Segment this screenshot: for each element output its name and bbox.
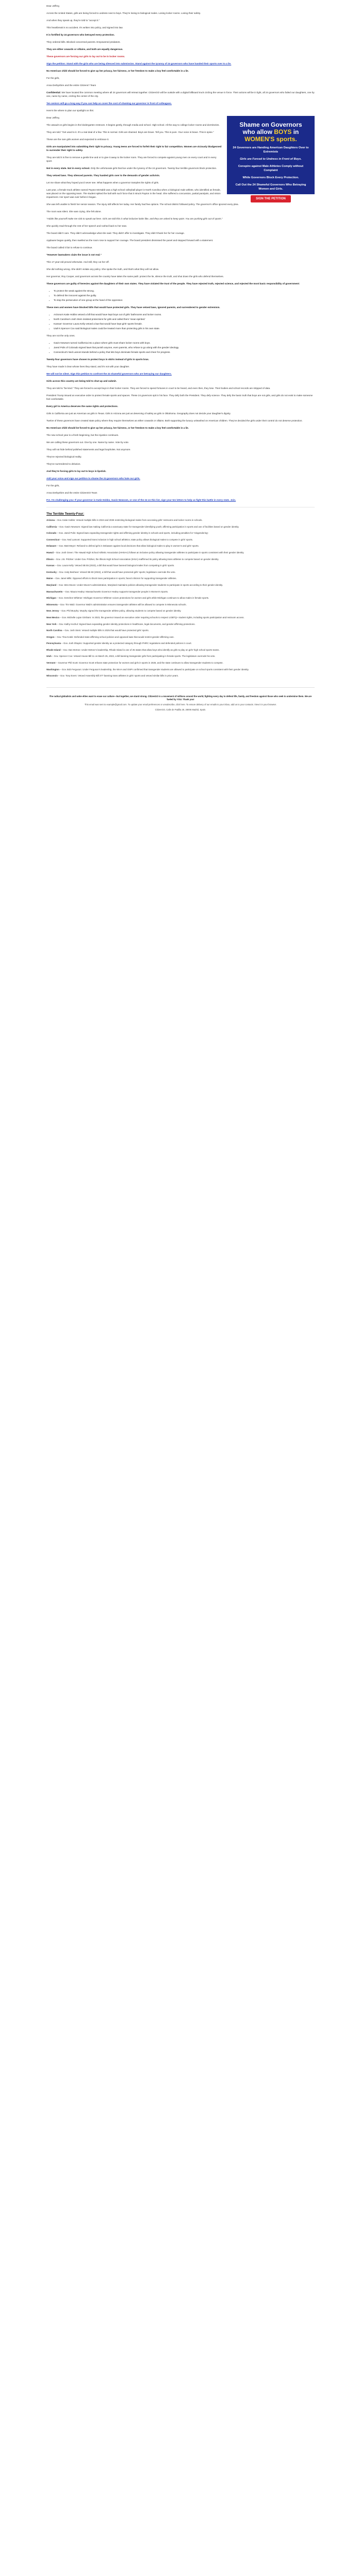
state-text: Gov. Dan McKee: Under McKee's leadership, Rhode Island is one of 25 states that allow boys who identify as girls to play on girls' high school sports teams. bbox=[63, 648, 220, 651]
state-entry: Vermont – Governor Phil Scott: Governor Scott refuses state protection for women and girls in sports in 2025, and the state continues to allow transgender students to compete. bbox=[46, 662, 223, 665]
banner-title: Shame on Governors who allow BOYS in WOMEN'S sports. bbox=[239, 121, 302, 143]
state-entry: New Jersey – Gov. Phil Murphy: Murphy signed the transgender athlete policy, allowing students to compete based on gender identity. bbox=[46, 609, 182, 613]
state-name: Rhode Island bbox=[46, 648, 61, 651]
state-name: Colorado bbox=[46, 532, 57, 535]
banner-subtitle: Conspire against Male Athletes Comply without Complaint bbox=[238, 165, 304, 172]
paragraph: They will not hide behind polished statements and legal loopholes. Not anymore. bbox=[46, 448, 131, 451]
paragraph: Only the unfortunate girls that live under the tyranny of the 24 governors. Twenty-four terrible governors block protection. bbox=[90, 167, 217, 170]
paragraph: The board didn't care. They didn't acknowledge what she said. They didn't offer to investigate. They didn't thank her for her courage. bbox=[46, 232, 185, 234]
paragraph: They are told to "be kind." They are forced to accept boys in their locker rooms. They are forced to spend fortunes in court to be heard, and even then, they lose. Their bodies and school records are stripped of data. bbox=[46, 387, 271, 389]
list-item: • North Carolina's Josh Stein insisted protections for girls and called them 'mean-spirited.' bbox=[54, 317, 315, 321]
state-text: Gov. Katie Hobbs: Vetoed multiple bills in 2024 and 2025 restricting biological males from accessing girls' restrooms and locker rooms in schools. bbox=[57, 519, 203, 521]
state-name: Oregon bbox=[46, 635, 55, 638]
paragraph: The assault on girls begins in the kindergarten restroom. It begins gently, through media and school. High school. All the way to college locker rooms and dormitories. bbox=[46, 124, 220, 126]
state-name: Michigan bbox=[46, 597, 57, 600]
state-entry: Maine – Gov. Janet Mills: Opposed efforts to block trans participation in sports; faced criticism for supporting transgender athletes. bbox=[46, 577, 177, 580]
responsibility-list bbox=[46, 289, 315, 302]
state-entry: Washington – Gov. Bob Ferguson: Under Ferguson's leadership, the WIAA and OSPI confirmed that transgender students are allowed to participate on school sports consistent with their gender identity. bbox=[46, 668, 249, 671]
paragraph: Twelve of these governors have created state policy where they require themselves as either cowards or villains. Both supporting the lunacy unleashed on American children. They've decided the girls under their control do not deserve protection. bbox=[46, 419, 303, 422]
footer-text: This email was sent to example@gmail.com. To update your email preferences or unsubscribe, click here. To ensure delivery of our emails to your inbox, add us to your contacts. View it in your browser. bbox=[84, 703, 277, 706]
list-item: • Utah's Spencer Cox said biological males could be treated more than protecting girls in his own state. bbox=[54, 327, 315, 330]
state-text: Gov. Laura Kelly: Vetoed SB 55 (2023), a bill that would have banned biological males from competing in girls' sports. bbox=[57, 564, 175, 567]
confidential-text: We have located the common meeting where all 24 governors will retreat together. CitizenGO will be outside with a digital billboard truck circling the venue in force. Their actions will be in light, all 24 governors who failed our daughters, one by one, name by name, circling the center of the city. bbox=[46, 91, 315, 97]
state-text: Gov. Wes Moore: Under Moore's administration, Maryland maintains policies allowing transgender students to participate in sports according to their gender identity. bbox=[59, 583, 223, 586]
state-entry: New Mexico – Gov. Michelle Lujan Grisham: In 2023, the governor issued an executive order requiring schools to respect LGBTQ+ student rights, including sports participation and restroom access. bbox=[46, 616, 244, 619]
state-entry: Delaware – Gov. Matt Meyer: Refused to defend girls in Delaware against local decisions that allow biological males to play in women's and girls' sports. bbox=[46, 545, 199, 548]
list-item: • To protect the weak against the strong. bbox=[54, 289, 315, 293]
state-text: Gov. Janet Mills: Opposed efforts to block trans participation in sports; faced criticism for supporting transgender athletes. bbox=[55, 577, 177, 580]
paragraph: She was left unable to finish her senior season. The injury still affects her today. Her family had few options. The school district followed policy. The governor's office ignored every plea. bbox=[46, 203, 239, 206]
state-entry: Illinois – Gov. J.B. Pritzker: Under Gov. Pritzker, the Illinois High School Association (IHSA) reaffirmed its policy allowing trans athletes to compete based on gender identity. bbox=[46, 557, 219, 561]
bold-statement: "However lawmakers claim the issue is not real." bbox=[46, 253, 102, 256]
paragraph: Here's the where to plan our spotlight on this: bbox=[46, 109, 94, 112]
footer-text: The radical globalists and woke elites want to erase our culture—but together, we stand strong. CitizenGO is a movement of millions around the world, fighting every day to defend life, family, and freedom against those who seek to undermine them. We are fueled by YOU. Thank you! bbox=[49, 695, 312, 701]
state-entry: Massachusetts – Gov. Maura Healey: Massachusetts Governor Healey supports transgender people in Women's Sports. bbox=[46, 590, 169, 593]
banner-subtitle: 24 Governors are Handing American Daughters Over to Extremists bbox=[233, 146, 309, 154]
section-title: The Terrible Twenty-Four: bbox=[46, 513, 85, 516]
paragraph: This 17-year-old proved otherwise. And still, they cut her off. bbox=[46, 261, 109, 263]
state-text: Gov. Andy Beshear: Vetoed SB 83 (2022), a bill that would have protected girls' sports; legislature overrode the veto. bbox=[59, 570, 176, 573]
paragraph: The board called it fair to refuse to continue. bbox=[46, 246, 93, 249]
state-name: Maryland bbox=[46, 583, 57, 586]
paragraph: She did nothing wrong. She didn't violate any policy. She spoke the truth, and that's what they will not allow. bbox=[46, 268, 159, 270]
sign-petition-button[interactable]: SIGN THE PETITION bbox=[251, 195, 291, 202]
paragraph: Dear Jeffrey, bbox=[46, 116, 60, 119]
bold-statement: These men and women have blocked bills that would have protected girls. They have vetoed laws, ignored parents, and surrendered to gender extremism. bbox=[46, 306, 220, 309]
signoff: For the girls, bbox=[46, 484, 60, 487]
list-item: • To stop the persecution of one group at the hand of the oppressor. bbox=[54, 298, 315, 302]
donate-link[interactable]: Ten seniors will go a long way if you can help us cover the cost of shaming our governor in front of colleagues. bbox=[46, 102, 172, 105]
governor-list bbox=[46, 341, 315, 354]
intro-paragraph: This heartbreak is no accident. It's written into policy, and signed into law. bbox=[46, 26, 123, 29]
petition-link[interactable]: We will not be silent. Sign this petition to confront the 24 shameful governors who are betraying our daughters. bbox=[46, 372, 172, 375]
paragraph: Her governor, Roy Cooper, and governors across the country have taken the same path: protect the lie, silence the truth, and shut down the girls who defend themselves. bbox=[46, 275, 224, 278]
state-entry: Hawaii – Gov. Josh Green: The Hawaii High School Athletic Association (HHSAA) follows an inclusive policy allowing transgender athletes to participate in sports consistent with their gender identity. bbox=[46, 551, 244, 554]
intro-bold: They are either cowards or villains, and both are equally dangerous. bbox=[46, 48, 123, 50]
sender: Anna Derbyshire and the entire CitizenGO Team bbox=[46, 492, 97, 494]
state-text: Gov. Tina Kotek: Defended state-affirming school policies and opposed laws that would restrict gender-affirming care. bbox=[57, 635, 174, 638]
intro-paragraph: And when they speak up, they're told to "accept it." bbox=[46, 19, 100, 22]
list-item: • Jared Polis of Colorado signed laws that punish anyone, even parents, who refuse to go along with the gender ideology. bbox=[54, 346, 315, 349]
intro-bold: It is fortified by 24 governors who betrayed every protection. bbox=[46, 33, 115, 36]
petition-banner[interactable] bbox=[227, 116, 315, 200]
paragraph: They are told: "Get used to it. It's a real deal of a few. This is normal. Girls are shamed. Boys are brave. Tell you. This is pure. Your voice is brave. This is spine." bbox=[46, 131, 214, 133]
state-text: Gov. Bob Ferguson: Under Ferguson's leadership, the WIAA and OSPI confirmed that transgender students are allowed to participate on school sports consistent with their gender identity. bbox=[61, 668, 249, 671]
state-name: Minnesota bbox=[46, 603, 58, 606]
bold-statement: These governors are guilty of heresies against the daughters of their own states. They have violated the trust of the people. They have rejected truth, rejected science, and rejected the most basic responsibility of government: bbox=[46, 282, 300, 285]
state-text: Gov. Josh Shapiro: Supported gender identity as a protected category through PHRC regulations and defended policies in court. bbox=[63, 642, 192, 645]
banner-subtitle: Girls are Forced to Undress in Front of Boys. bbox=[240, 158, 302, 161]
bold-statement: Twenty-four governors have chosen to protect boys in skirts instead of girls in sports bras. bbox=[46, 358, 150, 361]
state-entry: Connecticut – Gov. Ned Lamont: Supported trans inclusion in high school athletics; state policy allows biological males to compete in girls' sports. bbox=[46, 538, 193, 541]
state-entry: Oregon – Gov. Tina Kotek: Defended state-affirming school policies and opposed laws that would restrict gender-affirming care. bbox=[46, 635, 174, 638]
bold-statement: And they're forcing girls to lay out to boys in lipstick. bbox=[46, 470, 106, 472]
paragraph: They are not the only ones. bbox=[46, 334, 75, 337]
state-text: Gov. Ned Lamont: Supported trans inclusion in high school athletics; state policy allows biological males to compete in girls' sports. bbox=[62, 538, 193, 541]
intro-paragraph: Across the United States, girls are being forced to undress next to boys. They're losing to biological males. Losing locker rooms. Losing their safety. bbox=[46, 12, 201, 14]
state-text: Gov. Matt Meyer: Refused to defend girls in Delaware against local decisions that allow biological males to play in women's and girls' sports. bbox=[59, 545, 199, 548]
state-text: Gov. Gretchen Whitmer: Michigan Governor Whitmer voices protections for women and girls while Michigan continues to allow males in female sports. bbox=[58, 597, 209, 600]
state-name: Utah bbox=[46, 655, 52, 658]
state-name: Connecticut bbox=[46, 538, 60, 541]
state-entry: Wisconsin – Gov. Tony Evers: Vetoed Assembly Bill 377 banning trans athletes in girls' sports and vetoed similar bills in prior years. bbox=[46, 674, 179, 677]
state-name: Wisconsin bbox=[46, 674, 58, 677]
state-name: Kansas bbox=[46, 564, 55, 567]
state-text: Gov. Kathy Hochul: Signed laws expanding gender identity protections in healthcare, legal documents, and gender-affirming protections. bbox=[59, 622, 195, 625]
list-item: • Arizona's Katie Hobbs vetoed a bill that would have kept boys out of girls' bathrooms and locker rooms. bbox=[54, 313, 315, 316]
state-entry: Utah – Gov. Spencer Cox: Vetoed House Bill 11 on March 25, 2022, a bill banning transgender girls from participating in female sports. The legislature overrode his veto. bbox=[46, 655, 216, 658]
state-text: Governor Phil Scott: Governor Scott refuses state protection for women and girls in sports in 2025, and the state continues to allow transgender students to compete. bbox=[58, 662, 223, 665]
confidential-label: Confidential: bbox=[46, 91, 61, 94]
bold-statement: No American child should be forced to give up her privacy, her fairness, or her freedom to make a boy feel comfortable in a lie. bbox=[46, 70, 189, 72]
paragraph: They've rejected biological reality. bbox=[46, 455, 82, 458]
quote: "Adults like yourself make me sick to speak out here. Girls are told this is what inclusive looks like, and they are asked to keep quiet. You are pushing girls out of sports." bbox=[46, 217, 223, 220]
banner-subtitle: While Governors Block Every Protection. bbox=[242, 176, 299, 179]
paragraph: They are told it is fine to remove a gentle line and or to give it away to the locker room. They are forced to compete against young men on every court and in every sport. bbox=[46, 156, 217, 162]
governor-list bbox=[46, 313, 315, 330]
paragraph: The new school year is a fresh beginning, but the injustice continues. bbox=[46, 434, 119, 436]
petition-link[interactable]: Sign the petition: Stand with the girls who are being silenced into submission. Stand against the tyranny of 24 governors who have handed their sports over to a lie. bbox=[46, 62, 232, 65]
state-name: New York bbox=[46, 622, 57, 625]
state-text: Gov. J.B. Pritzker: Under Gov. Pritzker, the Illinois High School Association (IHSA) reaffirmed its policy allowing trans athletes to compete based on gender identity. bbox=[56, 557, 219, 561]
state-entry: Michigan – Gov. Gretchen Whitmer: Michigan Governor Whitmer voices protections for women and girls while Michigan continues to allow males in female sports. bbox=[46, 597, 209, 600]
state-entry: Pennsylvania – Gov. Josh Shapiro: Supported gender identity as a protected category through PHRC regulations and defended policies in court. bbox=[46, 642, 192, 645]
state-name: Maine bbox=[46, 577, 53, 580]
state-name: New Jersey bbox=[46, 609, 59, 613]
banner-subtitle: Call Out the 24 Shameful Governors Who Betraying Women and Girls. bbox=[235, 183, 306, 191]
bold-statement: They vetoed laws. They silenced parents. They handed girls over to the demands of gender activists. bbox=[46, 174, 160, 177]
paragraph: Last year, a female track athlete named Payton McNabb was a high school volleyball player in North Carolina when a biological male athlete, who identified as female, was placed on the opposing team. The student spiked the ball with such force that it struck Payton in the head. She suffered a concussion, partial paralysis, and vision impairment. Her sport was over before it began. bbox=[46, 189, 221, 198]
state-text: Gov. Josh Stein: Vetoed multiple bills in 2025 that would have protected girls' sports. bbox=[64, 629, 149, 632]
state-text: Gov. Gavin Newsom: Signed law making California a sanctuary state for transgender-identifying youth; affirming participation in sports and use of facilities based on gender identity. bbox=[59, 525, 239, 528]
state-entry: Arizona – Gov. Katie Hobbs: Vetoed multiple bills in 2024 and 2025 restricting biological males from accessing girls' restrooms and locker rooms in schools. bbox=[46, 519, 203, 521]
state-name: Kentucky bbox=[46, 570, 57, 573]
state-name: Illinois bbox=[46, 557, 54, 561]
state-entry: California – Gov. Gavin Newsom: Signed law making California a sanctuary state for transgender-identifying youth; affirming participation in sports and use of facilities based on gender identity. bbox=[46, 525, 239, 528]
list-item: • To defend the innocent against the guilty. bbox=[54, 294, 315, 297]
list-item: • Gavin Newsom turned California into a place where girls must share locker rooms with boys. bbox=[54, 341, 315, 345]
email-body bbox=[46, 0, 315, 711]
paragraph: Let me share what they hoped you'd never see. What happens when a governor tramples the rights of girls. bbox=[46, 181, 159, 184]
bold-statement: Girls across this country are being told to shut up and submit. bbox=[46, 380, 117, 382]
bold-inline: Not in every state. Not in every school. bbox=[46, 167, 90, 170]
state-name: California bbox=[46, 525, 57, 528]
state-entry: Kansas – Gov. Laura Kelly: Vetoed SB 55 (2023), a bill that would have banned biological males from competing in girls' sports. bbox=[46, 564, 175, 567]
footer bbox=[46, 687, 315, 712]
state-name: Delaware bbox=[46, 545, 57, 548]
petition-link[interactable]: Add your voice and sign our petition to shame the 24 governors who hate our girls. bbox=[46, 477, 140, 480]
state-text: Gov. Maura Healey: Massachusetts Governor Healey supports transgender people in Women's Sports. bbox=[65, 590, 169, 593]
state-text: Gov. Michelle Lujan Grisham: In 2023, the governor issued an executive order requiring schools to respect LGBTQ+ student rights, including sports participation and restroom access. bbox=[62, 616, 244, 619]
intro-red: These governors are forcing our girls to lay out to be in locker rooms. bbox=[46, 55, 125, 58]
state-name: Vermont bbox=[46, 662, 56, 665]
state-text: Gov. Tim Walz: Governor Walz's administration ensures transgender athletes will be allowed to compete in Minnesota schools. bbox=[60, 603, 187, 606]
ps-link[interactable]: P.S. I'm challenging you: If your governor is Katie Hobbs, Gavin Newsom, or one of the 24 on this list, sign your ten letters to help us fight this battle in every state. Join. bbox=[46, 499, 236, 501]
state-entry: North Carolina – Gov. Josh Stein: Vetoed multiple bills in 2025 that would have protected girls' sports. bbox=[46, 629, 149, 632]
paragraph: They've surrendered to delusion. bbox=[46, 463, 81, 465]
state-name: Washington bbox=[46, 668, 59, 671]
signoff: For the girls, bbox=[46, 77, 60, 79]
list-item: • Connecticut's Ned Lamont stands behind a policy that lets boys dominate female sports and cheer for progress. bbox=[54, 350, 315, 354]
state-entry: New York – Gov. Kathy Hochul: Signed laws expanding gender identity protections in healthcare, legal documents, and gender-affirming protections. bbox=[46, 622, 195, 625]
state-text: Gov. Jared Polis: Signed laws expanding transgender rights and affirming gender identity in schools and sports, including penalties for 'misgendering'. bbox=[59, 532, 209, 535]
state-name: Hawaii bbox=[46, 551, 54, 554]
paragraph: We are calling these governors out. One by one. Name by name. Vote by vote. bbox=[46, 441, 129, 444]
greeting: Dear Jeffrey, bbox=[46, 5, 60, 7]
footer-address: CitizenGO, Calle de Padilla 28, 28006 Madrid, Spain. bbox=[155, 708, 206, 711]
state-entry: Maryland – Gov. Wes Moore: Under Moore's administration, Maryland maintains policies allowing transgender students to participate in sports according to their gender identity. bbox=[46, 583, 223, 586]
state-entry: Rhode Island – Gov. Dan McKee: Under McKee's leadership, Rhode Island is one of 25 states that allow boys who identify as girls to play on girls' high school sports teams. bbox=[46, 648, 220, 651]
paragraph: Applause began quietly, then swelled as the room rose to support her courage. The board president dismissed the panel and stepped forward with a statement. bbox=[46, 239, 214, 242]
state-name: Arizona bbox=[46, 519, 55, 521]
paragraph: The room was silent. She was crying. She felt alone. bbox=[46, 210, 102, 213]
state-text: Gov. Josh Green: The Hawaii High School Athletic Association (HHSAA) follows an inclusive policy allowing transgender athletes to participate in sports consistent with their gender identity. bbox=[56, 551, 244, 554]
paragraph: These are the rare girls women and expected to embrace it. bbox=[46, 138, 109, 141]
bold-statement: Every girl in America deserves the same rights and protections. bbox=[46, 405, 118, 408]
intro-paragraph: They ordered bills. Blocked concerned parents. Empowered predators. bbox=[46, 41, 121, 43]
state-entry: Minnesota – Gov. Tim Walz: Governor Walz's administration ensures transgender athletes will be allowed to compete in Minnesota schools. bbox=[46, 603, 187, 606]
list-item: • Kansas' Governor Laura Kelly vetoed a law that would have kept girls' sports female. bbox=[54, 322, 315, 326]
states-list bbox=[46, 519, 315, 678]
bold-statement: Girls are manipulated into submitting their right to privacy. Young teens are forced to forfeit their right to fair competition. Women are viciously bludgeoned to surrender their right to safety. bbox=[46, 145, 222, 151]
state-name: Massachusetts bbox=[46, 590, 63, 593]
state-name: North Carolina bbox=[46, 629, 62, 632]
state-name: New Mexico bbox=[46, 616, 60, 619]
state-name: Pennsylvania bbox=[46, 642, 61, 645]
sender: Anna Derbyshire and the entire Citizens? Team bbox=[46, 84, 96, 87]
paragraph: She quickly read through the rest of her speech and rushed back to her seat. bbox=[46, 225, 127, 227]
paragraph: Girls in California are just as American as girls in Texas. Girls in Arizona are just as deserving of safety as girls in Oklahoma. Geography does not decide your daughter's dignity. bbox=[46, 412, 231, 415]
state-entry: Kentucky – Gov. Andy Beshear: Vetoed SB 83 (2022), a bill that would have protected girls' sports; legislature overrode the veto. bbox=[46, 570, 176, 573]
state-text: Gov. Phil Murphy: Murphy signed the transgender athlete policy, allowing students to compete based on gender identity. bbox=[61, 609, 182, 613]
paragraph: President Trump issued an executive order to protect female sports and spaces. These 24 governors spit in his face. They defy both the President. They defy science. They defy the basic truth that boys are not girls, and girls do not exist to make someone feel comfortable. bbox=[46, 394, 313, 400]
state-text: Gov. Tony Evers: Vetoed Assembly Bill 377 banning trans athletes in girls' sports and vetoed similar bills in prior years. bbox=[60, 674, 179, 677]
paragraph: They have made it clear whose lives they stand, and it's not with your daughter. bbox=[46, 365, 130, 368]
bold-statement: No American child should be forced to give up her privacy, her fairness, or her freedom to make a boy feel comfortable in a lie. bbox=[46, 427, 189, 429]
state-entry: Colorado – Gov. Jared Polis: Signed laws expanding transgender rights and affirming gender identity in schools and sports, including penalties for 'misgendering'. bbox=[46, 532, 209, 535]
state-text: Gov. Spencer Cox: Vetoed House Bill 11 on March 25, 2022, a bill banning transgender girls from participating in female sports. The legislature overrode his veto. bbox=[54, 655, 216, 658]
